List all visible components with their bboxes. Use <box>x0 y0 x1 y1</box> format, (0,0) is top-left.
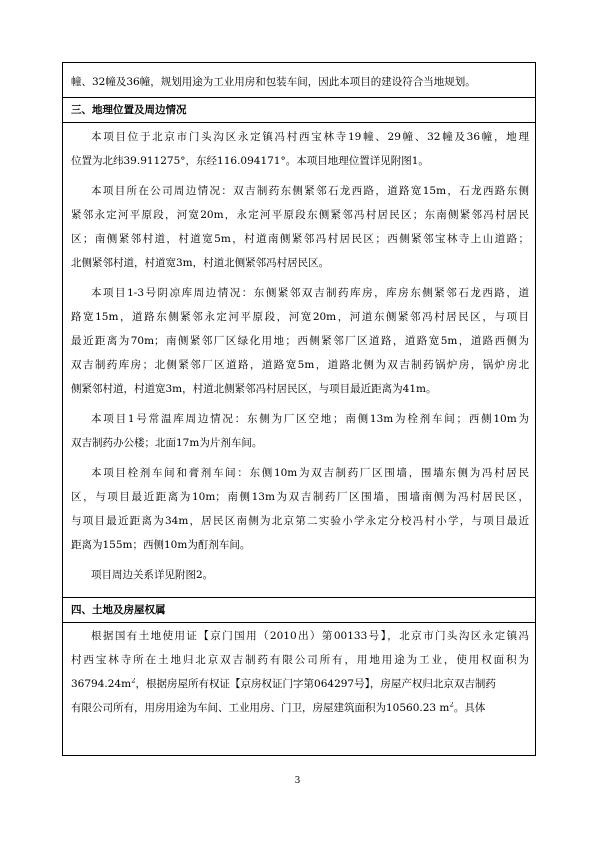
content-table <box>62 62 536 756</box>
section-heading-land: 四、土地及房屋权属 <box>71 604 166 616</box>
paragraph-line: 侧紧邻村道，村道宽3m，村道北侧紧邻冯村居民区，与项目最近距离为41m。 <box>71 383 437 395</box>
paragraph-line: 本项目所在公司周边情况：双吉制药东侧紧邻石龙西路，道路宽15m，石龙西路东侧 <box>91 185 529 197</box>
paragraph-line: 距离为155m；西侧10m为酊剂车间。 <box>71 539 251 551</box>
paragraph-line: 北侧紧邻村道，村道宽3m，村道北侧紧邻冯村居民区。 <box>71 257 330 269</box>
section-heading-location: 三、地理位置及周边情况 <box>71 104 187 116</box>
paragraph-line: 双吉制药办公楼；北面17m为片剂车间。 <box>71 437 263 449</box>
paragraph-line: 双吉制药库房；北侧紧邻厂区道路，道路宽5m，道路北侧为双吉制药锅炉房，锅炉房北 <box>71 359 529 371</box>
paragraph-line: 本项目1-3号阴凉库周边情况：东侧紧邻双吉制药库房，库房东侧紧邻石龙西路，道 <box>91 287 529 299</box>
paragraph-line: 最近距离为70m；南侧紧邻厂区绿化用地；西侧紧邻厂区道路，道路宽5m，道路西侧为 <box>71 335 529 347</box>
line-text: ，根据房屋所有权证【京房权证门字第064297号】，房屋产权归北京双吉制药 <box>135 678 496 690</box>
paragraph-line: 位置为北纬39.911275°，东经116.094171°。本项目地理位置详见附图1。 <box>71 155 429 167</box>
paragraph-line: 区，与项目最近距离为10m；南侧13m为双吉制药厂区围墙，围墙南侧为冯村居民区， <box>71 491 529 503</box>
superscript: 2 <box>449 702 454 709</box>
paragraph-line: 紧邻永定河平原段，河宽20m，永定河平原段东侧紧邻冯村居民区；东南侧紧邻冯村居民 <box>71 209 529 221</box>
paragraph-line <box>71 702 529 715</box>
paragraph-line: 与项目最近距离为34m，居民区南侧为北京第二实验小学永定分校冯村小学，与项目最近 <box>71 515 529 527</box>
paragraph-line: 路宽15m，道路东侧紧邻永定河平原段，河宽20m，河道东侧紧邻冯村居民区，与项目 <box>71 311 529 323</box>
divider <box>63 597 535 598</box>
line-text: 。具体 <box>453 702 486 714</box>
divider <box>63 97 535 98</box>
area-value: 36794.24m <box>71 678 132 690</box>
divider <box>63 622 535 623</box>
line-text: 有限公司所有，用房用途为车间、工业用房、门卫，房屋建筑面积为10560.23 m <box>71 702 450 714</box>
paragraph-line: 本项目栓剂车间和膏剂车间：东侧10m为双吉制药厂区围墙，围墙东侧为冯村居民 <box>91 467 529 479</box>
intro-line: 幢、32幢及36幢，规划用途为工业用房和包装车间，因此本项目的建设符合当地规划。 <box>71 76 476 88</box>
page-number: 3 <box>294 776 301 786</box>
paragraph-line: 村西宝林寺所在土地归北京双吉制药有限公司所有，用地用途为工业，使用权面积为 <box>71 654 529 666</box>
paragraph-line: 根据国有土地使用证【京门国用（2010出）第00133号】，北京市门头沟区永定镇冯 <box>91 630 529 642</box>
paragraph-line: 区；南侧紧邻村道，村道宽5m，村道南侧紧邻冯村居民区；西侧紧邻宝林寺上山道路； <box>71 233 529 245</box>
paragraph-line <box>71 678 529 691</box>
paragraph-line: 项目周边关系详见附图2。 <box>91 569 214 581</box>
paragraph-line: 本项目1号常温库周边情况：东侧为厂区空地；南侧13m为栓剂车间；西侧10m为 <box>91 413 529 425</box>
divider <box>63 122 535 123</box>
superscript: 2 <box>131 678 136 685</box>
paragraph-line: 本项目位于北京市门头沟区永定镇冯村西宝林寺19幢、29幢、32幢及36幢，地理 <box>91 131 529 143</box>
